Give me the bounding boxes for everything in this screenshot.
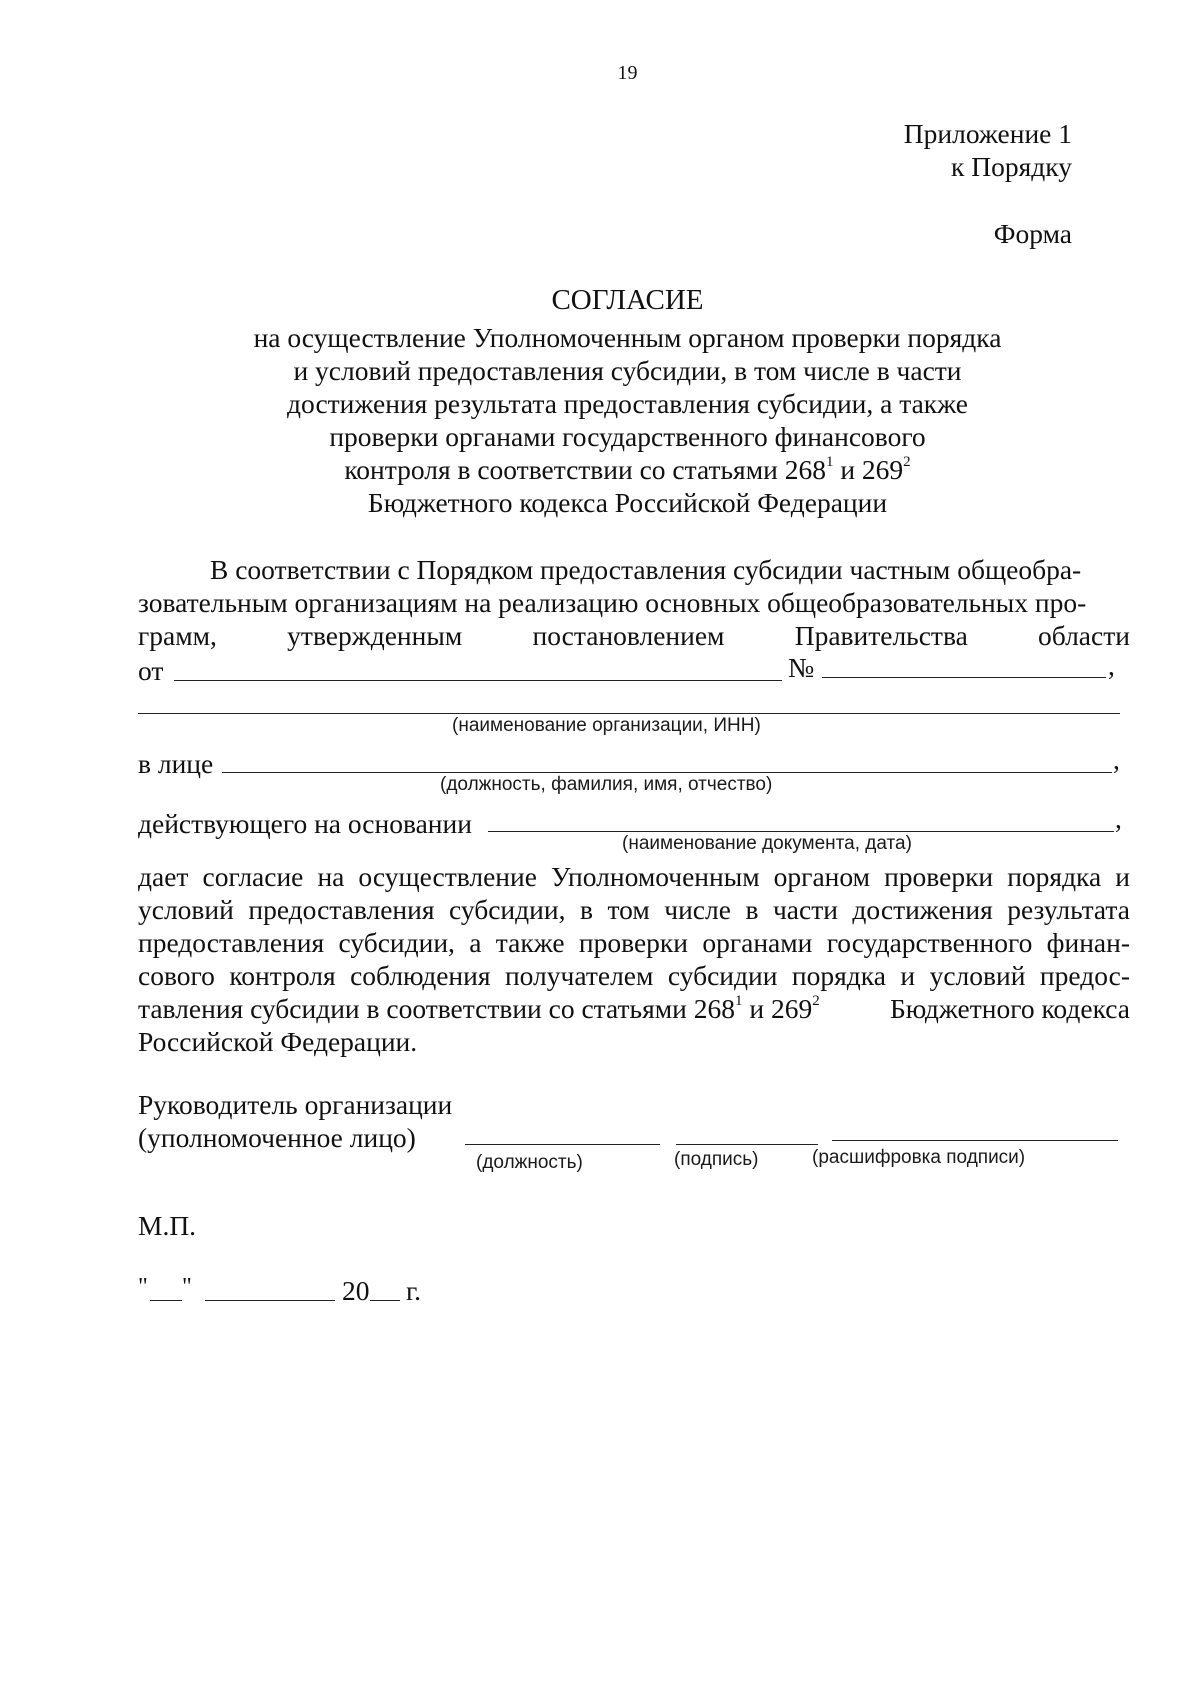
person-label: в лице — [138, 748, 214, 779]
date-year-suffix: г. — [406, 1275, 422, 1306]
body-line-6: Российской Федерации. — [138, 1026, 418, 1057]
title-line-5-b: и 269 — [833, 454, 904, 485]
body-line-4: сового контроля соблюдения получателем субсидии порядка и условий предос- — [138, 960, 1130, 991]
number-label: № — [788, 652, 815, 683]
title-line-5-a: контроля в соответствии со статьями 268 — [344, 454, 826, 485]
body-line-5-c: Бюджетного кодекса — [889, 993, 1130, 1024]
body-line-5 — [138, 995, 1130, 1023]
date-quote-open: " — [138, 1274, 148, 1300]
title-line-4: проверки органами государственного финансового — [329, 421, 926, 452]
intro-word-5: области — [1038, 620, 1130, 651]
intro-line-2: зовательным организациям на реализацию основных общеобразовательных про- — [138, 587, 1087, 618]
organization-caption: (наименование организации, ИНН) — [452, 715, 761, 736]
body-line-1: дает согласие на осуществление Уполномоченным органом проверки порядка и — [138, 861, 1130, 892]
appendix-label: Приложение 1 — [903, 118, 1072, 149]
basis-field[interactable] — [488, 831, 1114, 832]
signatory-title-1: Руководитель организации — [138, 1089, 453, 1120]
from-label: от — [138, 655, 164, 686]
title-line-5 — [0, 456, 1200, 484]
body-line-5-a-text: тавления субсидии в соответствии со статьями 268 — [138, 993, 735, 1024]
organization-field[interactable] — [138, 713, 1120, 714]
signature-field[interactable] — [676, 1144, 818, 1145]
intro-line-1: В соответствии с Порядком предоставления субсидии частным общеобра- — [210, 554, 1082, 585]
form-label: Форма — [993, 218, 1072, 249]
basis-label: действующего на основании — [138, 808, 472, 839]
to-order-label: к Порядку — [951, 151, 1072, 182]
date-month-field[interactable] — [205, 1300, 335, 1301]
person-caption: (должность, фамилия, имя, отчество) — [440, 774, 773, 795]
body-line-5-a — [138, 995, 820, 1023]
body-line-5-b-text: и 269 — [742, 993, 813, 1024]
person-field[interactable] — [222, 772, 1112, 773]
date-day-field[interactable] — [150, 1300, 182, 1301]
stamp-label: М.П. — [138, 1210, 197, 1241]
person-comma: , — [1113, 744, 1120, 775]
body-line-2: условий предоставления субсидии, в том числе в части достижения результата — [138, 894, 1130, 925]
decree-number-field[interactable] — [822, 677, 1106, 678]
title-line-1: на осуществление Уполномоченным органом проверки порядка — [253, 322, 1002, 353]
position-caption: (должность) — [476, 1152, 583, 1173]
sign-caption: (подпись) — [674, 1149, 759, 1170]
intro-word-2: утвержденным — [287, 620, 463, 651]
date-year-field[interactable] — [370, 1300, 400, 1301]
date-quote-close: " — [182, 1274, 192, 1300]
decree-date-field[interactable] — [174, 680, 782, 681]
decree-comma: , — [1108, 650, 1115, 681]
basis-caption: (наименование документа, дата) — [622, 833, 912, 854]
intro-word-3: постановлением — [532, 620, 725, 651]
title-sup-1: 1 — [825, 454, 834, 470]
intro-line-3 — [138, 622, 1130, 650]
body-sup-2: 2 — [812, 993, 820, 1009]
signature-decode-field[interactable] — [832, 1140, 1118, 1141]
basis-comma: , — [1115, 803, 1122, 834]
title-line-6: Бюджетного кодекса Российской Федерации — [367, 487, 888, 518]
intro-word-1: грамм, — [138, 620, 217, 651]
page-number: 19 — [617, 62, 638, 84]
title-line-2: и условий предоставления субсидии, в том числе в части — [293, 355, 962, 386]
intro-word-4: Правительства — [794, 620, 968, 651]
decode-caption: (расшифровка подписи) — [812, 1147, 1026, 1168]
body-sup-1: 1 — [734, 993, 743, 1009]
signatory-title-2: (уполномоченное лицо) — [138, 1122, 416, 1153]
title-sup-2: 2 — [903, 454, 911, 470]
position-signature-field[interactable] — [465, 1144, 660, 1145]
title-line-3: достижения результата предоставления субсидии, а также — [287, 388, 968, 419]
date-year-prefix: 20 — [342, 1275, 370, 1306]
document-title: СОГЛАСИЕ — [551, 284, 704, 316]
body-line-3: предоставления субсидии, а также проверки органами государственного финан- — [138, 927, 1130, 958]
